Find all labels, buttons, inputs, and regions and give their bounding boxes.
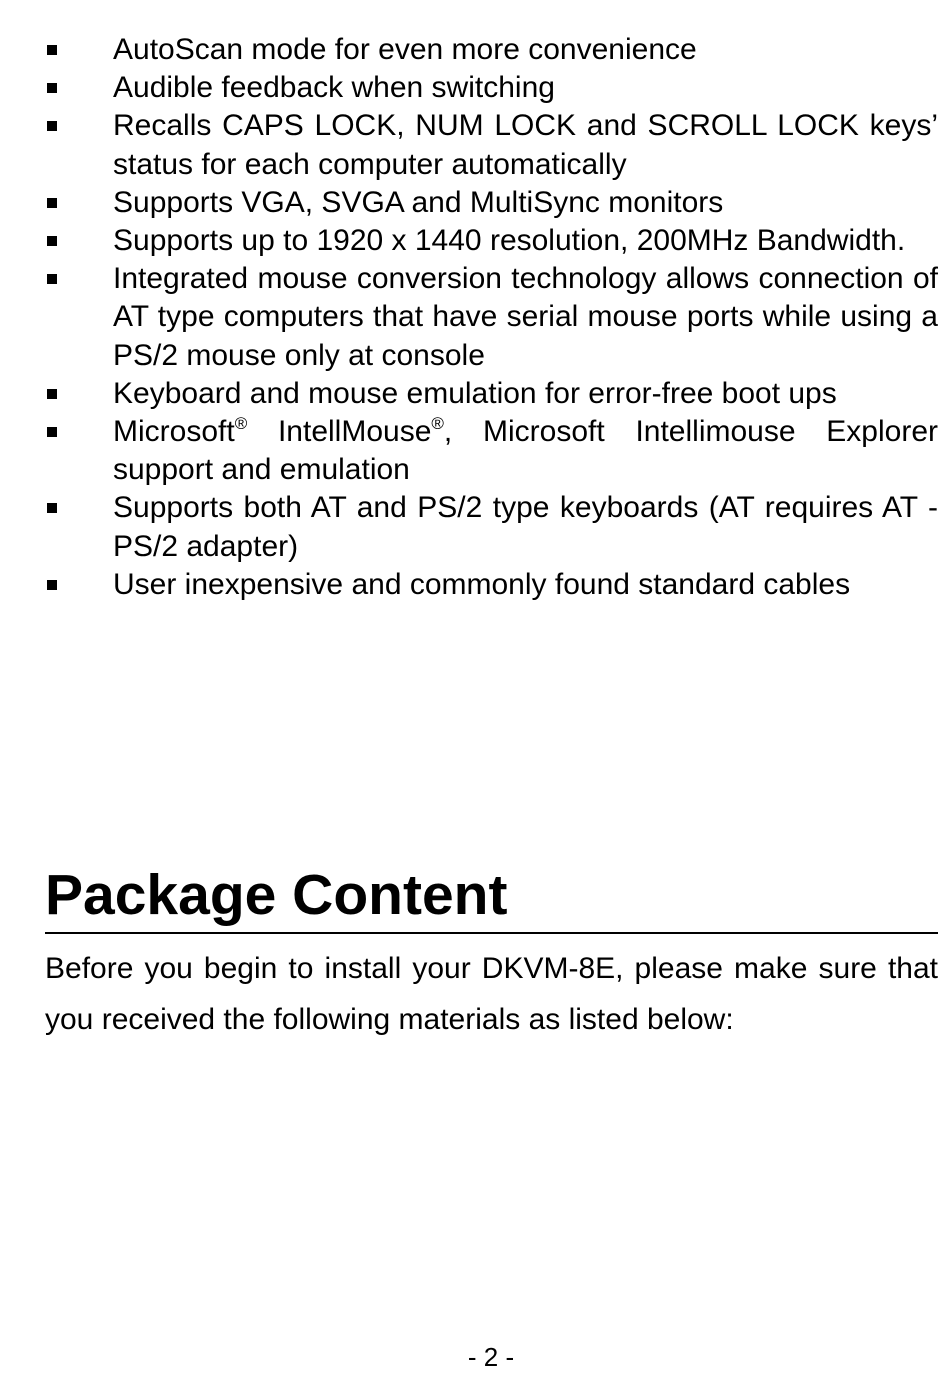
feature-text: Audible feedback when switching — [113, 71, 555, 105]
square-bullet-icon — [47, 236, 57, 246]
feature-item — [0, 260, 938, 375]
square-bullet-icon — [47, 427, 57, 437]
feature-list — [0, 31, 950, 604]
square-bullet-icon — [47, 121, 57, 131]
registered-mark: ® — [431, 414, 444, 434]
square-bullet-icon — [47, 274, 57, 284]
feature-text: Supports both AT and PS/2 type keyboards (AT requires AT - PS/2 adapter) — [113, 491, 938, 563]
feature-text-part: , Microsoft Intellimouse Explorer support and emulation — [113, 415, 938, 487]
feature-item — [0, 375, 938, 413]
square-bullet-icon — [47, 198, 57, 208]
feature-item — [0, 31, 938, 69]
square-bullet-icon — [47, 83, 57, 93]
feature-text: AutoScan mode for even more convenience — [113, 33, 697, 66]
section-intro: Before you begin to install your DKVM-8E, please make sure that you received the following materials as listed below: — [45, 952, 938, 1036]
feature-item — [0, 489, 938, 565]
registered-mark: ® — [234, 414, 248, 434]
square-bullet-icon — [47, 580, 57, 590]
feature-text: Recalls CAPS LOCK, NUM LOCK and SCROLL LOCK keys’ status for each computer automatically — [113, 109, 938, 181]
section-title: Package Content — [45, 863, 508, 927]
feature-item — [0, 184, 938, 222]
feature-item — [0, 69, 938, 107]
feature-text-part: Microsoft — [113, 415, 235, 449]
feature-item — [0, 413, 938, 489]
feature-item — [0, 107, 938, 183]
title-underline — [45, 932, 938, 934]
feature-item — [0, 222, 938, 260]
feature-text: Supports VGA, SVGA and MultiSync monitors — [113, 185, 724, 219]
feature-text — [113, 415, 938, 486]
feature-text: User inexpensive and commonly found standard cables — [113, 567, 851, 601]
page-number: - 2 - — [467, 1342, 515, 1372]
feature-text: Supports up to 1920 x 1440 resolution, 200MHz Bandwidth. — [113, 224, 906, 258]
feature-text-part: IntellMouse — [247, 415, 432, 449]
feature-item — [0, 566, 938, 604]
square-bullet-icon — [47, 389, 57, 399]
feature-text: Keyboard and mouse emulation for error-free boot ups — [113, 376, 837, 410]
square-bullet-icon — [47, 503, 57, 513]
square-bullet-icon — [47, 45, 57, 55]
feature-text: Integrated mouse conversion technology allows connection of AT type computers that have serial mouse ports while using a PS/2 mouse only at console — [113, 262, 938, 372]
